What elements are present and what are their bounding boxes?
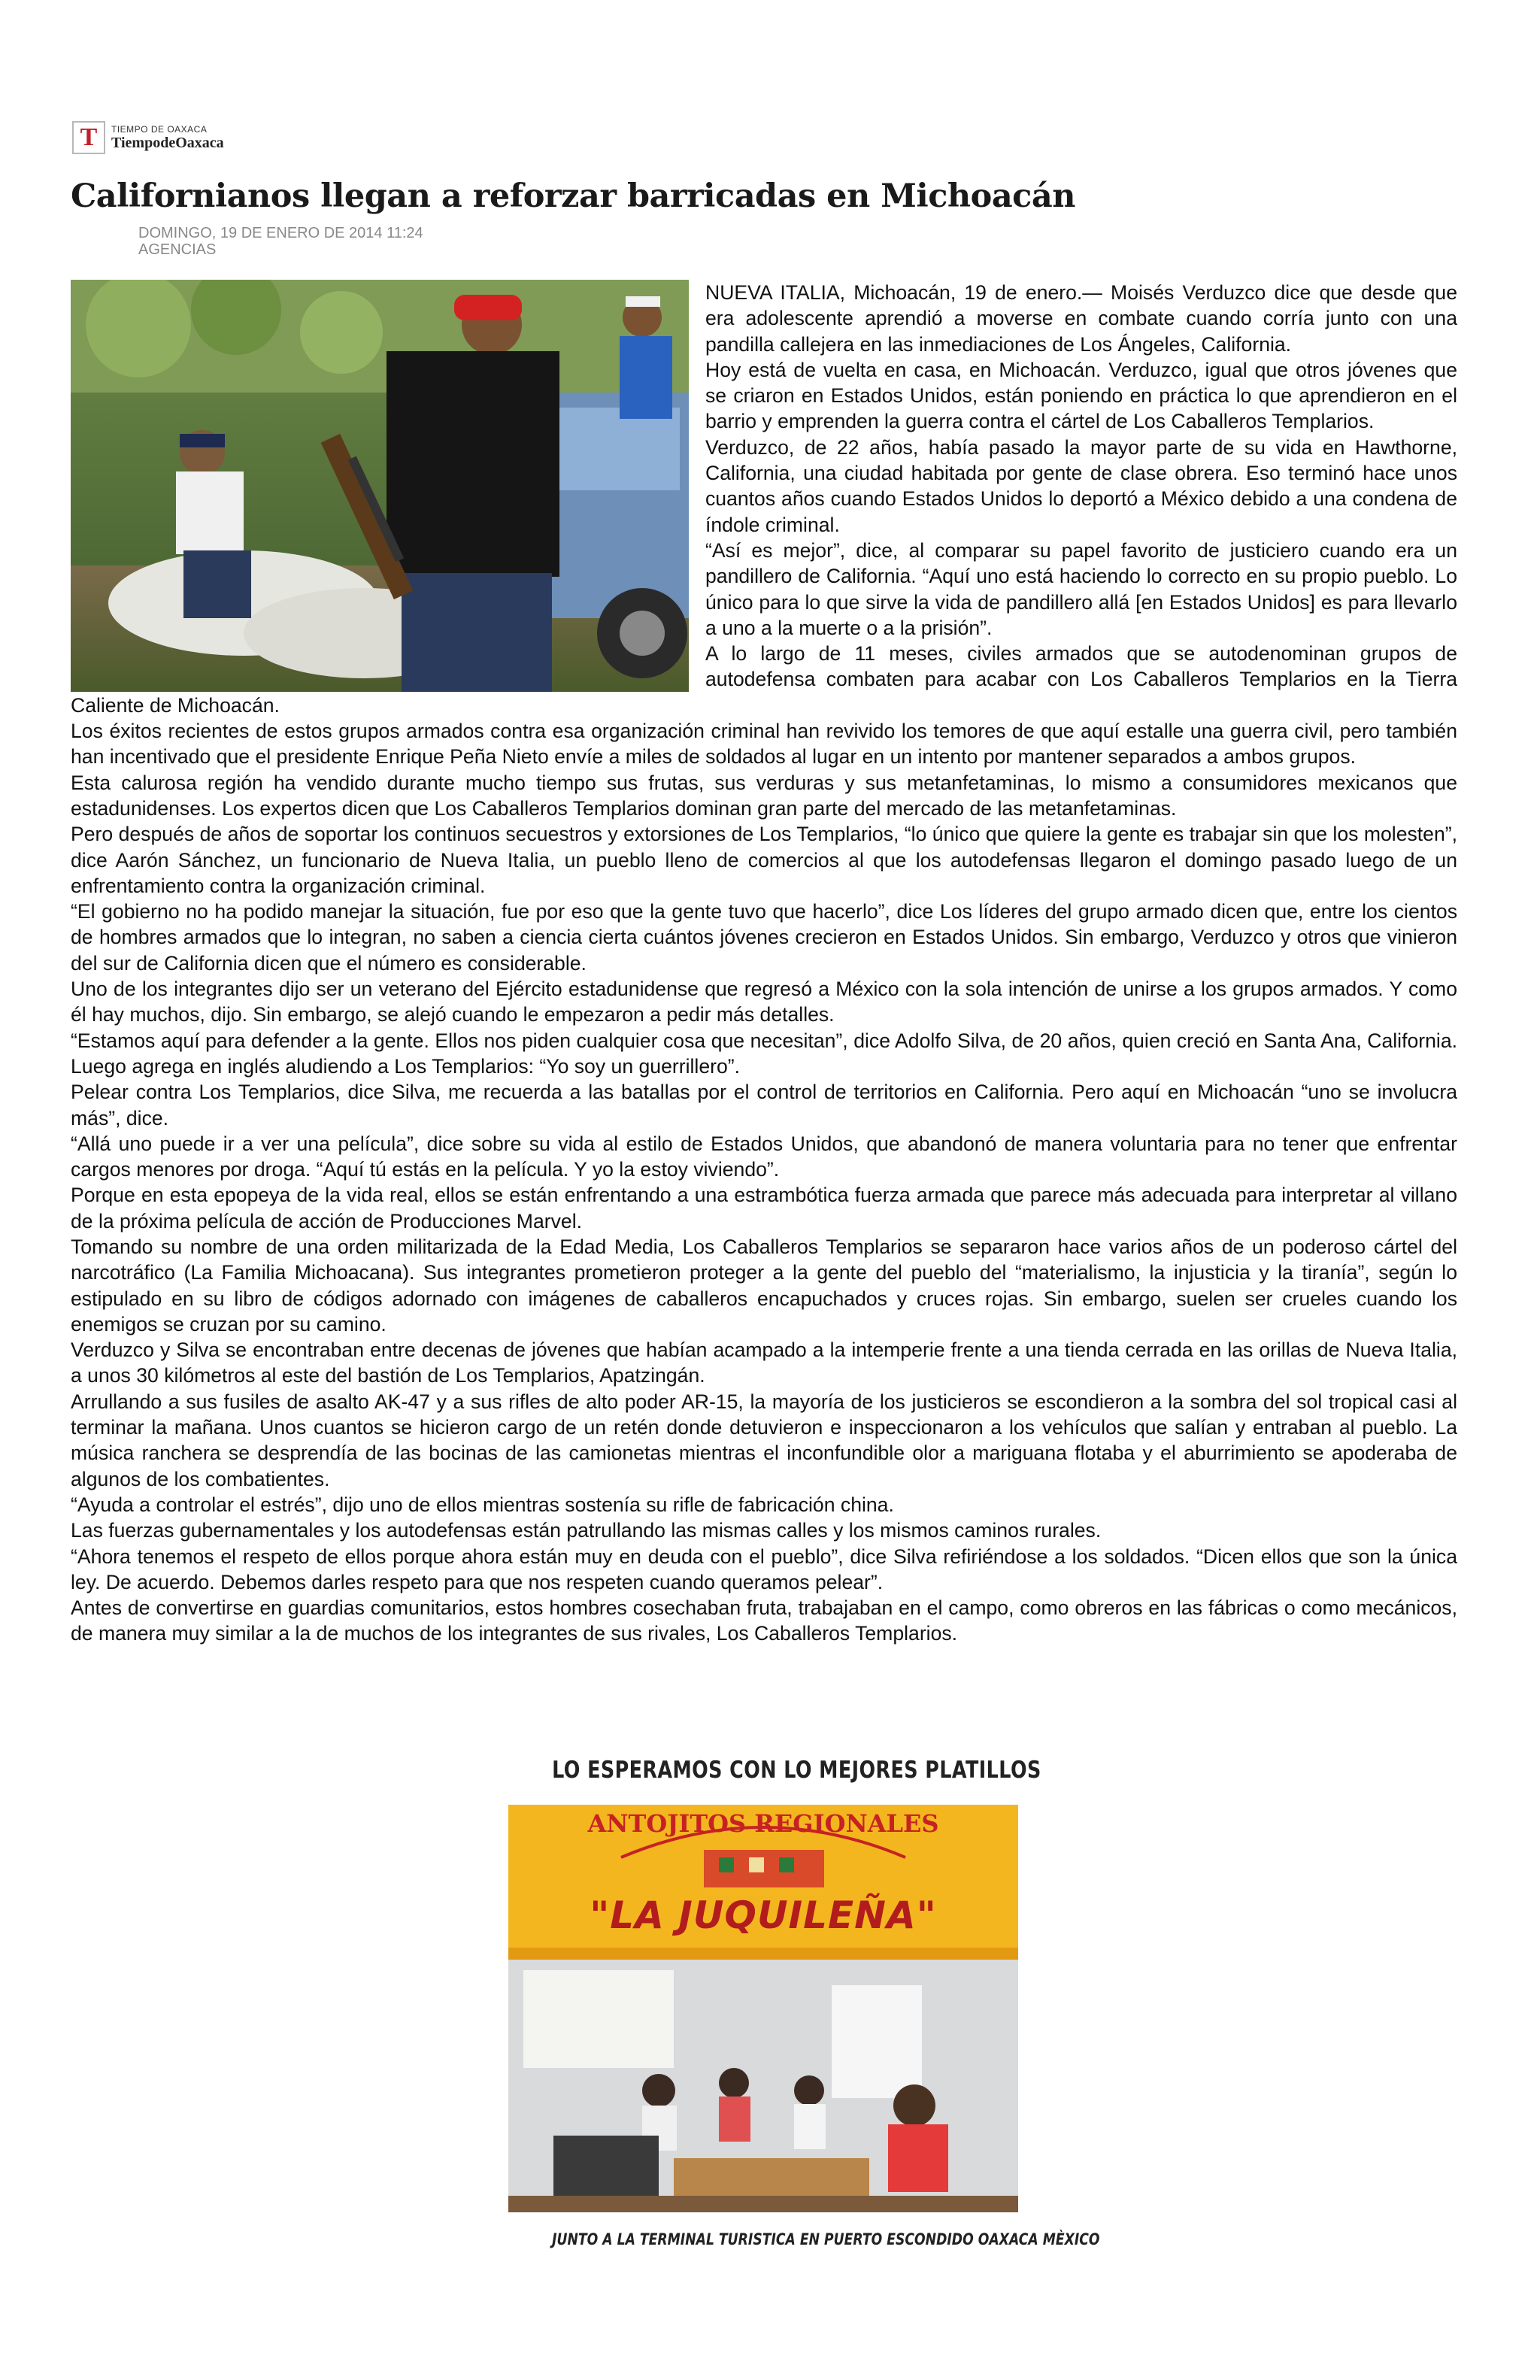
article-paragraph: Verduzco y Silva se encontraban entre decenas de jóvenes que habían acampado a la intemperie frente a una tienda cerrada en las orillas de Nueva Italia, a unos 30 kilómetros al este del bastión de Los Templarios, Apatzingán. — [71, 1339, 1457, 1387]
logo-mark — [72, 121, 105, 154]
ad-sign-small: ANTOJITOS REGIONALES — [587, 1809, 939, 1838]
ad-headline: LO ESPERAMOS CON LO MEJORES PLATILLOS — [552, 1757, 1041, 1784]
article-paragraph: Los éxitos recientes de estos grupos armados contra esa organización criminal han revivido los temores de que aquí estalle una guerra civil, pero también han incentivado que el presidente Enrique Peña Nieto envíe a miles de soldados al lugar en un intento por mantener separados a ambos grupos. — [71, 720, 1457, 769]
article-paragraph: “Así es mejor”, dice, al comparar su papel favorito de justiciero cuando era un pandillero de California. “Aquí uno está haciendo lo correcto en su propio pueblo. Lo único para lo que sirve la vida de pandillero allá [en Estados Unidos] es para llevarlo a uno a la muerte o a la prisión”. — [705, 538, 1457, 639]
article-source: AGENCIAS — [138, 241, 217, 258]
ad-photo — [508, 1805, 1018, 2212]
logo-small-text: TIEMPO DE OAXACA — [111, 124, 208, 135]
article-paragraph: Arrullando a sus fusiles de asalto AK-47 y a sus rifles de alto poder AR-15, la mayoría de los justicieros se escondieron a la sombra del sol tropical casi al terminar la mañana. Unos cuantos se hicieron cargo de un retén donde detuvieron e inspeccionaron a los vehículos que salían y entraban al pueblo. La música ranchera se desprendía de las bocinas de las camionetas mientras el inconfundible olor a mariguana flotaba y el aburrimiento se apoderaba de algunos de los combatientes. — [71, 1390, 1457, 1490]
ad-footer: JUNTO A LA TERMINAL TURISTICA EN PUERTO ESCONDIDO OAXACA MÈXICO — [552, 2230, 1100, 2248]
article-title: Californianos llegan a reforzar barricadas en Michoacán — [71, 177, 1075, 215]
article-paragraph: “El gobierno no ha podido manejar la situación, fue por eso que la gente tuvo que hacerlo”, dice Los líderes del grupo armado dicen que, entre los cientos de hombres armados que lo integran, no saben a ciencia cierta cuántos jóvenes crecieron en Estados Unidos. Sin embargo, Verduzco y otros que vinieron del sur de California dicen que el número es considerable. — [71, 900, 1457, 975]
article-paragraph: Antes de convertirse en guardias comunitarios, estos hombres cosechaban fruta, trabajaban en el campo, como obreros en las fábricas o como mecánicos, de manera muy similar a la de muchos de los integrantes de sus rivales, Los Caballeros Templarios. — [71, 1596, 1457, 1645]
logo-text — [111, 124, 224, 151]
article-date: DOMINGO, 19 DE ENERO DE 2014 11:24 — [138, 225, 423, 241]
article-paragraph: “Allá uno puede ir a ver una película”, dice sobre su vida al estilo de Estados Unidos, que abandonó de manera voluntaria para no tener que enfrentar cargos menores por droga. “Aquí tú estás en la película. Y yo la estoy viviendo”. — [71, 1132, 1457, 1181]
site-logo[interactable] — [72, 120, 224, 155]
article-paragraph: Las fuerzas gubernamentales y los autodefensas están patrullando las mismas calles y los mismos caminos rurales. — [71, 1519, 1102, 1542]
ad-photo-illustration — [508, 1805, 1018, 2212]
article-paragraph: Uno de los integrantes dijo ser un veterano del Ejército estadunidense que regresó a México con la sola intención de unirse a los grupos armados. Y como él hay muchos, dijo. Sin embargo, se alejó cuando le empezaron a pedir más detalles. — [71, 978, 1457, 1026]
article-paragraph: Tomando su nombre de una orden militarizada de la Edad Media, Los Caballeros Templarios se separaron hace varios años de un poderoso cártel del narcotráfico (La Familia Michoacana). Sus integrantes prometieron proteger a la gente del pueblo del “materialismo, la injusticia y la tiranía”, según lo estipulado en su libro de códigos adornado con imágenes de caballeros encapuchados y cruces rojas. Sin embargo, suelen ser crueles cuando los enemigos se cruzan por su camino. — [71, 1235, 1457, 1336]
advertisement[interactable] — [505, 1751, 1100, 2262]
logo-letter: T — [80, 123, 98, 151]
logo-name: TiempodeOaxaca — [111, 135, 224, 151]
article-paragraph: NUEVA ITALIA, Michoacán, 19 de enero.— Moisés Verduzco dice que desde que era adolescente aprendió a moverse en combate cuando corría junto con una pandilla callejera en las inmediaciones de Los Ángeles, California. — [705, 281, 1457, 356]
article-paragraph: “Ahora tenemos el respeto de ellos porque ahora están muy en deuda con el pueblo”, dice Silva refiriéndose a los soldados. “Dicen ellos que son la única ley. De acuerdo. Debemos darles respeto para que nos respeten cuando queramos pelear”. — [71, 1545, 1457, 1593]
article-paragraph: Porque en esta epopeya de la vida real, ellos se están enfrentando a una estrambótica fuerza armada que parece más adecuada para interpretar al villano de la próxima película de acción de Producciones Marvel. — [71, 1184, 1457, 1232]
article-paragraph: Esta calurosa región ha vendido durante mucho tiempo sus frutas, sus verduras y sus metanfetaminas, lo mismo a consumidores mexicanos que estadunidenses. Los expertos dicen que Los Caballeros Templarios dominan gran parte del mercado de las metanfetaminas. — [71, 771, 1457, 820]
article-paragraph: “Estamos aquí para defender a la gente. Ellos nos piden cualquier cosa que necesitan”, dice Adolfo Silva, de 20 años, quien creció en Santa Ana, California. Luego agrega en inglés aludiendo a Los Templarios: “Yo soy un guerrillero”. — [71, 1029, 1457, 1078]
article-paragraph: Hoy está de vuelta en casa, en Michoacán. Verduzco, igual que otros jóvenes que se criaron en Estados Unidos, están poniendo en práctica lo que aprendieron en el barrio y emprenden la guerra contra el cártel de Los Caballeros Templarios. — [705, 358, 1457, 433]
article-paragraph: A lo largo de 11 meses, civiles armados que se autodenominan grupos de autodefensa combaten para acabar con Los Caballeros Templarios en la Tierra Caliente de Michoacán. — [71, 642, 1457, 717]
ad-sign-big: "LA JUQUILEÑA" — [590, 1893, 937, 1937]
article-paragraph: “Ayuda a controlar el estrés”, dijo uno de ellos mientras sostenía su rifle de fabricación china. — [71, 1493, 894, 1516]
article-paragraph: Pelear contra Los Templarios, dice Silva, me recuerda a las batallas por el control de territorios en California. Pero aquí en Michoacán “uno se involucra más”, dice. — [71, 1081, 1457, 1129]
article-paragraph: Verduzco, de 22 años, había pasado la mayor parte de su vida en Hawthorne, California, una ciudad habitada por gente de clase obrera. Eso terminó hace unos cuantos años cuando Estados Unidos lo deportó a México debido a una condena de índole criminal. — [705, 435, 1457, 536]
photo-wrap-space — [71, 280, 689, 692]
article-body — [71, 280, 1457, 1647]
article-paragraph: Pero después de años de soportar los continuos secuestros y extorsiones de Los Templarios, “lo único que quiere la gente es trabajar sin que los molesten”, dice Aarón Sánchez, un funcionario de Nueva Italia, un pueblo lleno de comercios al que los autodefensas llegaron el domingo pasado luego de un enfrentamiento contra la organización criminal. — [71, 823, 1457, 897]
